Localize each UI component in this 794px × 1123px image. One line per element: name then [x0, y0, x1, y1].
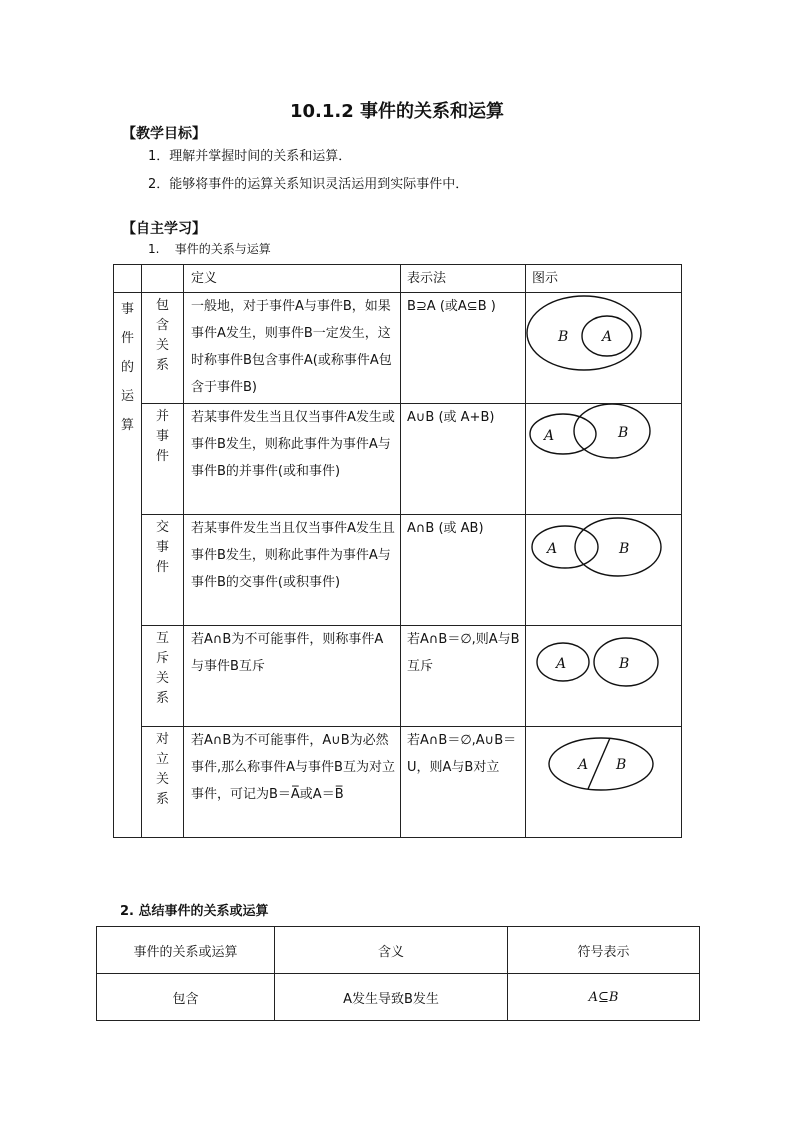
objectives-heading: 【教学目标】 — [122, 126, 206, 142]
summary-row-inclusion — [97, 974, 700, 1021]
summary-header-relation: 事件的关系或运算 — [97, 927, 275, 974]
summary-heading: 2. 总结事件的关系或运算 — [120, 904, 269, 919]
row-name-union: 并 事 件 — [142, 404, 184, 515]
summary-header-meaning: 含义 — [275, 927, 508, 974]
event-relations-table — [113, 264, 682, 838]
intersection-venn-diagram — [526, 515, 681, 615]
row-name-intersection: 交 事 件 — [142, 515, 184, 626]
diagram-intersection — [526, 515, 682, 626]
notation-mutually-exclusive: 若A∩B＝∅,则A与B互斥 — [401, 626, 526, 727]
label-outer-set: B — [558, 329, 569, 345]
table-row-inclusion — [114, 293, 682, 404]
summary-symbol: A⊆B — [508, 974, 700, 1021]
side-label-event-operations: 事 件 的 运 算 — [114, 293, 142, 838]
diagram-union — [526, 404, 682, 515]
summary-header-symbol: 符号表示 — [508, 927, 700, 974]
table-header-row — [114, 265, 682, 293]
definition-inclusion: 一般地，对于事件A与事件B，如果事件A发生，则事件B一定发生，这时称事件B包含事件A(或称事件A包含于事件B) — [184, 293, 401, 404]
table-row-mutually-exclusive — [114, 626, 682, 727]
notation-union: A∪B (或 A+B) — [401, 404, 526, 515]
objective-item-2: 2．能够将事件的运算关系知识灵活运用到实际事件中． — [148, 177, 469, 192]
diagram-inclusion — [526, 293, 682, 404]
header-definition: 定义 — [184, 265, 401, 293]
label-set-b: B — [619, 541, 630, 557]
summary-meaning: A发生导致B发生 — [275, 974, 508, 1021]
summary-table — [96, 926, 700, 1021]
row-name-complementary: 对 立 关 系 — [142, 727, 184, 838]
self-study-subheading: 1. 事件的关系与运算 — [148, 242, 271, 256]
diagram-complementary — [526, 727, 682, 838]
header-notation: 表示法 — [401, 265, 526, 293]
definition-intersection: 若某事件发生当且仅当事件A发生且事件B发生，则称此事件为事件A与事件B的交事件(或积事件) — [184, 515, 401, 626]
header-empty-1 — [114, 265, 142, 293]
self-study-heading: 【自主学习】 — [122, 221, 206, 237]
definition-complementary: 若A∩B为不可能事件，A∪B为必然事件,那么称事件A与事件B互为对立事件，可记为B＝A̅或A＝B̅ — [184, 727, 401, 838]
label-set-a: A — [547, 541, 558, 557]
label-set-a: A — [556, 656, 567, 672]
label-set-b: B — [618, 425, 629, 441]
notation-intersection: A∩B (或 AB) — [401, 515, 526, 626]
label-set-b: B — [619, 656, 630, 672]
header-empty-2 — [142, 265, 184, 293]
summary-header-row — [97, 927, 700, 974]
label-set-b: B — [616, 757, 627, 773]
label-set-a: A — [578, 757, 589, 773]
definition-mutually-exclusive: 若A∩B为不可能事件，则称事件A与事件B互斥 — [184, 626, 401, 727]
mutually-exclusive-diagram — [526, 626, 681, 716]
complementary-diagram — [526, 727, 681, 827]
table-row-intersection — [114, 515, 682, 626]
union-venn-diagram — [526, 404, 681, 504]
page-title: 10.1.2 事件的关系和运算 — [289, 101, 505, 122]
row-name-inclusion: 包 含 关 系 — [142, 293, 184, 404]
label-inner-set: A — [602, 329, 613, 345]
row-name-mutually-exclusive: 互 斥 关 系 — [142, 626, 184, 727]
summary-relation-name: 包含 — [97, 974, 275, 1021]
table-row-complementary — [114, 727, 682, 838]
notation-complementary: 若A∩B＝∅,A∪B＝U，则A与B对立 — [401, 727, 526, 838]
definition-union: 若某事件发生当且仅当事件A发生或事件B发生，则称此事件为事件A与事件B的并事件(或和事件) — [184, 404, 401, 515]
objective-item-1: 1．理解并掌握时间的关系和运算． — [148, 149, 352, 164]
table-row-union — [114, 404, 682, 515]
label-set-a: A — [544, 428, 555, 444]
header-diagram: 图示 — [526, 265, 682, 293]
diagram-mutually-exclusive — [526, 626, 682, 727]
inclusion-venn-diagram — [526, 293, 681, 393]
notation-inclusion: B⊇A (或A⊆B ) — [401, 293, 526, 404]
